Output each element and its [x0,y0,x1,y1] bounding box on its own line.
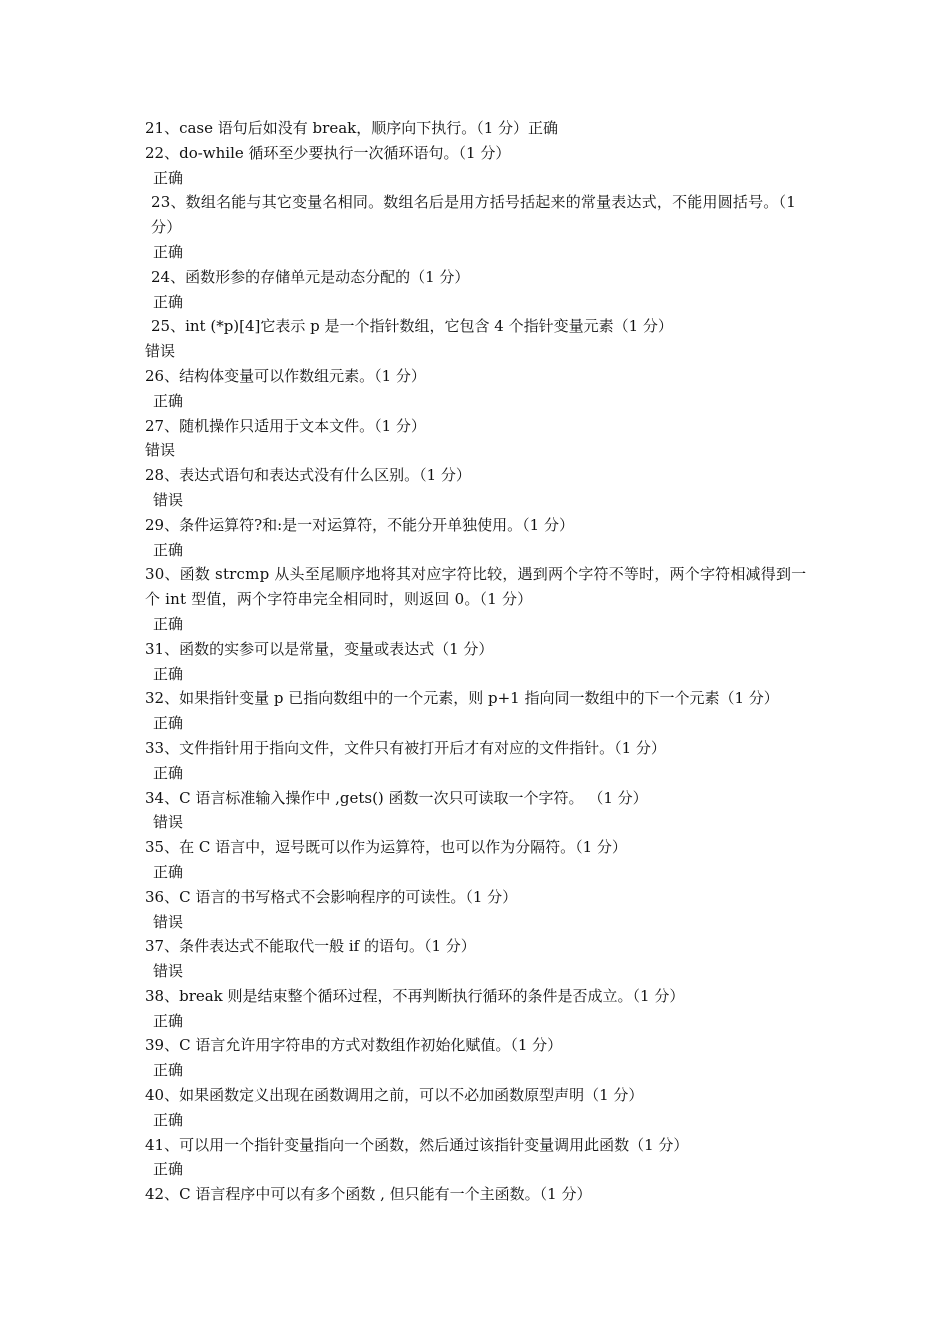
question-line: 27、随机操作只适用于文本文件。（1 分） [145,416,426,435]
answer-line: 正确 [153,292,184,311]
question-line: 34、C 语言标准输入操作中 ,gets() 函数一次只可读取一个字符。 （1 分） [145,788,648,807]
answer-line: 错误 [153,912,184,931]
question-line: 24、函数形参的存储单元是动态分配的（1 分） [151,267,470,286]
question-line: 38、break 则是结束整个循环过程，不再判断执行循环的条件是否成立。（1 分） [145,986,685,1005]
question-line: 22、do-while 循环至少要执行一次循环语句。（1 分） [145,143,511,162]
question-line: 39、C 语言允许用字符串的方式对数组作初始化赋值。（1 分） [145,1036,563,1055]
answer-line: 正确 [153,1110,184,1129]
question-line: 40、如果函数定义出现在函数调用之前，可以不必加函数原型声明（1 分） [145,1086,644,1105]
answer-line: 正确 [153,168,184,187]
answer-line: 错误 [145,342,176,361]
answer-line: 错误 [145,441,176,460]
question-line: 23、数组名能与其它变量名相同。数组名后是用方括号括起来的常量表达式，不能用圆括号。（1 分） [151,193,796,237]
answer-line: 正确 [153,763,184,782]
answer-line: 正确 [153,540,184,559]
question-line: 29、条件运算符?和:是一对运算符，不能分开单独使用。（1 分） [145,515,574,534]
answer-line: 正确 [153,714,184,733]
question-line: 28、表达式语句和表达式没有什么区别。（1 分） [145,466,471,485]
answer-line: 正确 [153,1160,184,1179]
answer-line: 错误 [153,490,184,509]
answer-line: 正确 [153,391,184,410]
answer-line: 正确 [153,1011,184,1030]
question-line: 42、C 语言程序中可以有多个函数 , 但只能有一个主函数。（1 分） [145,1185,592,1204]
answer-line: 正确 [153,664,184,683]
question-line: 35、在 C 语言中，逗号既可以作为运算符，也可以作为分隔符。（1 分） [145,838,627,857]
question-line: 26、结构体变量可以作数组元素。（1 分） [145,366,426,385]
question-line: 30、函数 strcmp 从头至尾顺序地将其对应字符比较，遇到两个字符不等时，两个字符相减得到一个 int 型值，两个字符串完全相同时，则返回 0。（1 分） [145,565,807,609]
answer-line: 正确 [153,1061,184,1080]
answer-line: 错误 [153,962,184,981]
question-line: 32、如果指针变量 p 已指向数组中的一个元素，则 p+1 指向同一数组中的下一个元素（1 分） [145,689,779,708]
question-line: 36、C 语言的书写格式不会影响程序的可读性。（1 分） [145,887,518,906]
question-line: 31、函数的实参可以是常量，变量或表达式（1 分） [145,639,494,658]
answer-line: 错误 [153,813,184,832]
question-list [145,116,810,1207]
question-line: 41、可以用一个指针变量指向一个函数，然后通过该指针变量调用此函数（1 分） [145,1135,689,1154]
question-line: 21、case 语句后如没有 break，顺序向下执行。（1 分）正确 [145,119,559,137]
answer-line: 正确 [153,242,184,261]
question-line: 37、条件表达式不能取代一般 if 的语句。（1 分） [145,937,476,956]
question-line: 25、int (*p)[4]它表示 p 是一个指针数组，它包含 4 个指针变量元素（1 分） [151,317,673,336]
answer-line: 正确 [153,862,184,881]
question-line: 33、文件指针用于指向文件，文件只有被打开后才有对应的文件指针。（1 分） [145,738,666,757]
answer-line: 正确 [153,614,184,633]
